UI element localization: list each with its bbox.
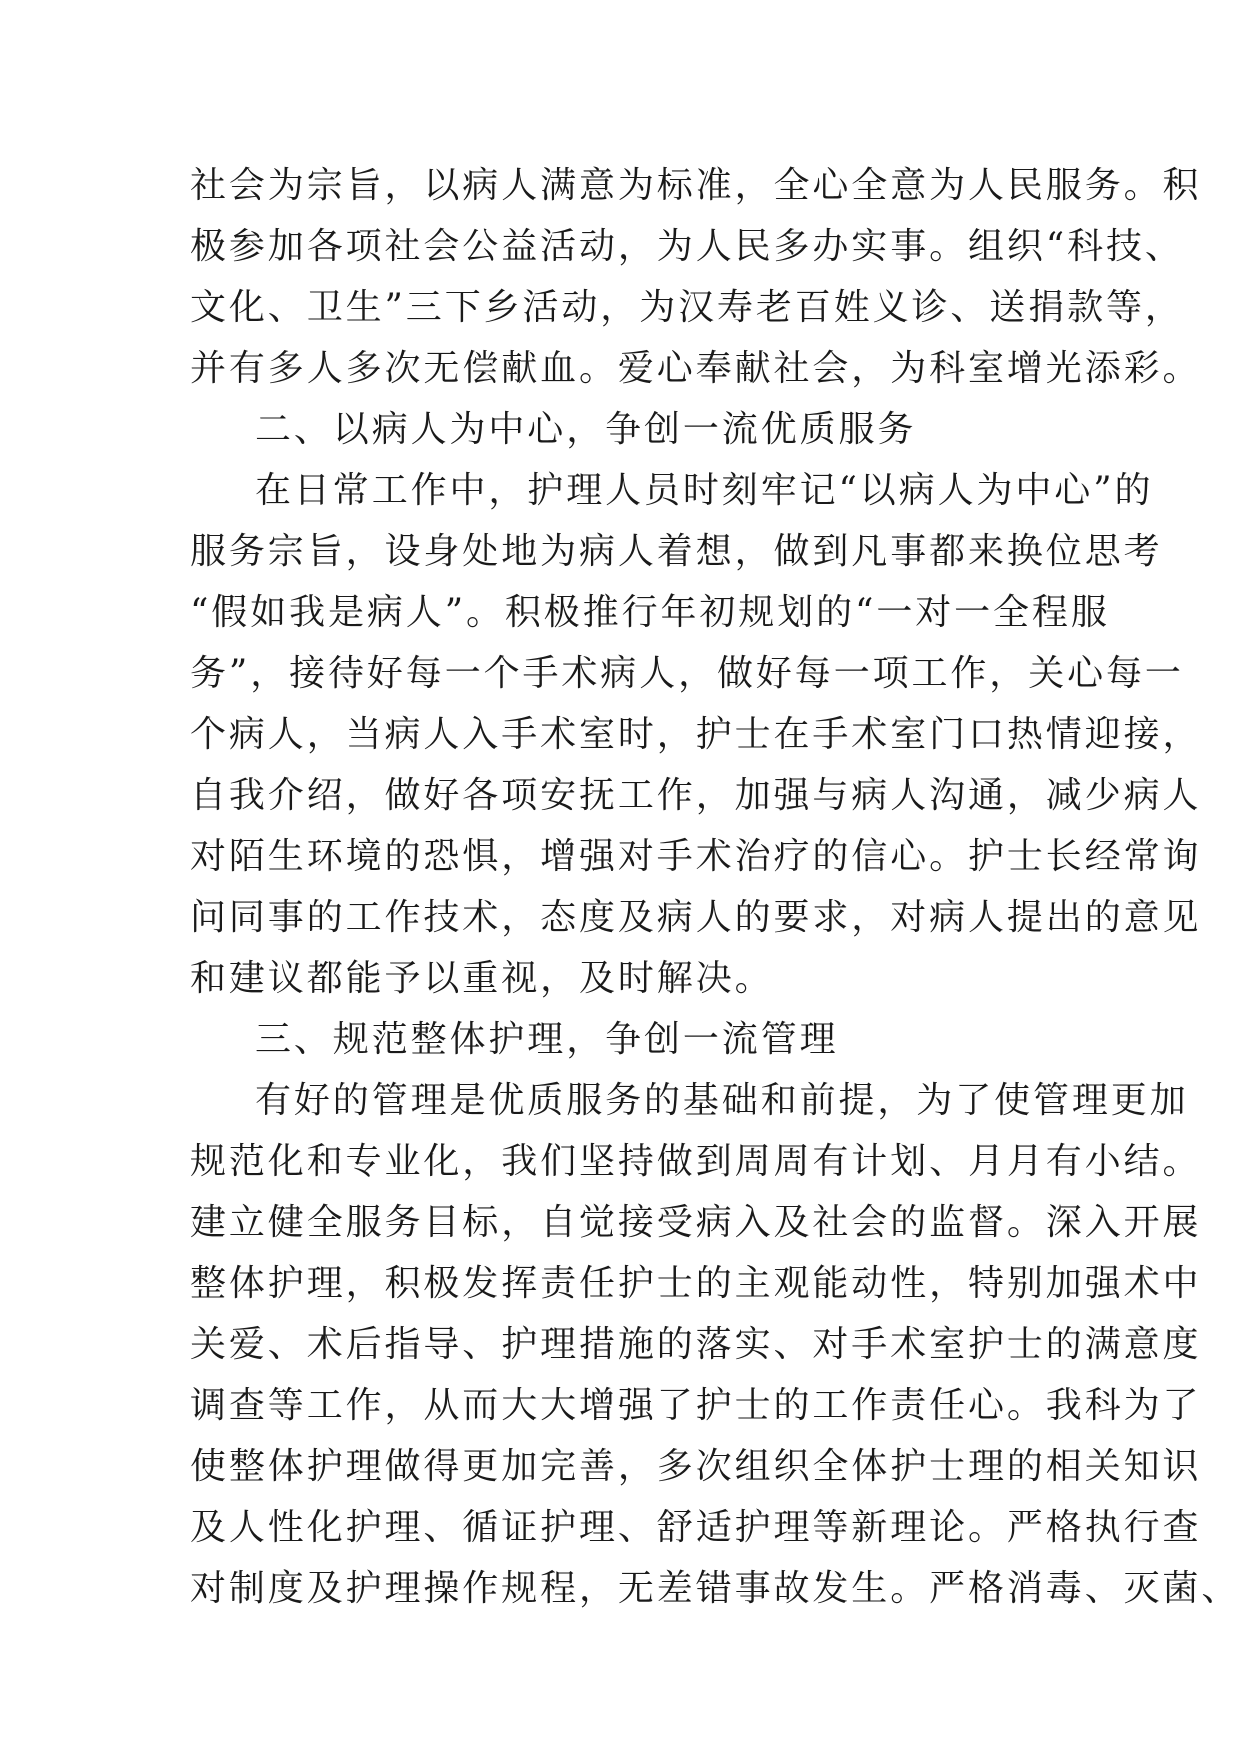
text-line: 在日常工作中，护理人员时刻牢记“以病人为中心”的 <box>255 470 1154 511</box>
text-line: 服务宗旨，设身处地为病人着想，做到凡事都来换位思考 <box>190 531 1163 572</box>
text-line: 关爱、术后指导、护理措施的落实、对手术室护士的满意度 <box>190 1324 1202 1365</box>
text-line: 个病人，当病人入手术室时，护士在手术室门口热情迎接， <box>190 714 1202 755</box>
text-line: 建立健全服务目标，自觉接受病入及社会的监督。深入开展 <box>190 1202 1202 1243</box>
text-line: 使整体护理做得更加完善，多次组织全体护士理的相关知识 <box>190 1446 1202 1487</box>
body-text <box>190 155 1241 1619</box>
text-line: 务”，接待好每一个手术病人，做好每一项工作，关心每一 <box>190 653 1184 694</box>
text-line: 并有多人多次无偿献血。爱心奉献社会，为科室增光添彩。 <box>190 348 1202 389</box>
text-line: 文化、卫生”三下乡活动，为汉寿老百姓义诊、送捐款等， <box>190 287 1184 328</box>
text-line: 规范化和专业化，我们坚持做到周周有计划、月月有小结。 <box>190 1141 1202 1182</box>
section-heading: 三、规范整体护理，争创一流管理 <box>255 1019 839 1060</box>
text-line: 极参加各项社会公益活动，为人民多办实事。组织“科技、 <box>190 226 1184 267</box>
text-line: “假如我是病人”。积极推行年初规划的“一对一全程服 <box>190 592 1110 633</box>
text-line: 对制度及护理操作规程，无差错事故发生。严格消毒、灭菌、 <box>190 1568 1241 1609</box>
text-line: 有好的管理是优质服务的基础和前提，为了使管理更加 <box>255 1080 1189 1121</box>
text-line: 问同事的工作技术，态度及病人的要求，对病人提出的意见 <box>190 897 1202 938</box>
text-line: 和建议都能予以重视，及时解决。 <box>190 958 774 999</box>
text-line: 对陌生环境的恐惧，增强对手术治疗的信心。护士长经常询 <box>190 836 1202 877</box>
text-line: 自我介绍，做好各项安抚工作，加强与病人沟通，减少病人 <box>190 775 1202 816</box>
text-line: 整体护理，积极发挥责任护士的主观能动性，特别加强术中 <box>190 1263 1202 1304</box>
text-line: 调查等工作，从而大大增强了护士的工作责任心。我科为了 <box>190 1385 1202 1426</box>
text-line: 社会为宗旨，以病人满意为标准，全心全意为人民服务。积 <box>190 165 1202 206</box>
text-line: 及人性化护理、循证护理、舒适护理等新理论。严格执行查 <box>190 1507 1202 1548</box>
section-heading: 二、以病人为中心，争创一流优质服务 <box>255 409 917 450</box>
